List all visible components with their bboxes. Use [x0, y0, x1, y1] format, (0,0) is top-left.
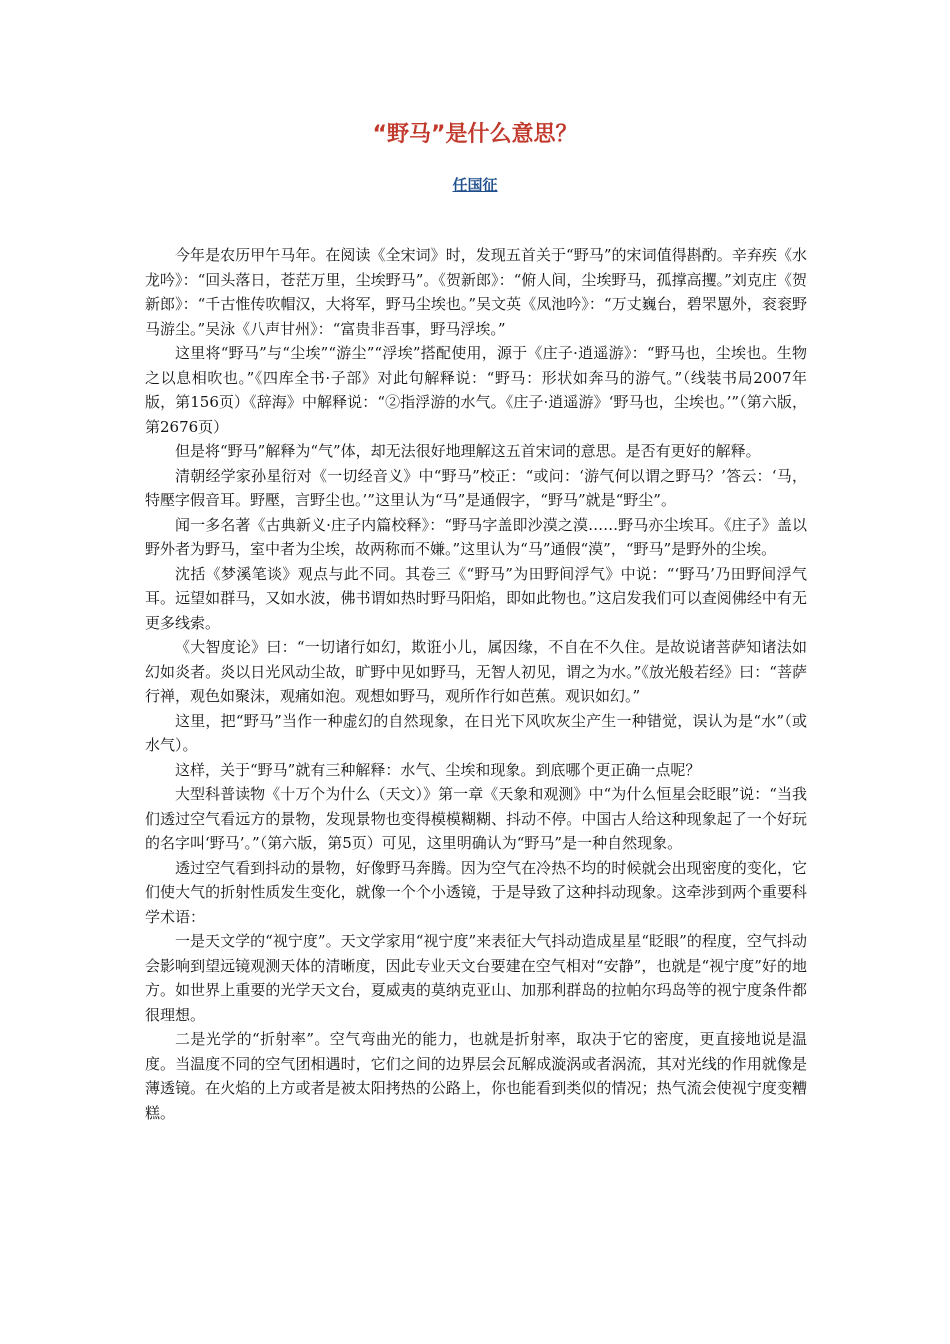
author-link[interactable]	[0, 174, 950, 196]
paragraph: 这里，把“野马”当作一种虚幻的自然现象，在日光下风吹灰尘产生一种错觉，误认为是“水”（或水气）。	[145, 711, 807, 754]
paragraph: 二是光学的“折射率”。空气弯曲光的能力，也就是折射率，取决于它的密度，更直接地说是温度。当温度不同的空气团相遇时，它们之间的边界层会瓦解成漩涡或者涡流，其对光线的作用就像是薄透镜。在火焰的上方或者是被太阳拷热的公路上，你也能看到类似的情况；热气流会使视宁度变糟糕。	[145, 1030, 807, 1122]
author-name[interactable]: 任国征	[452, 176, 498, 194]
paragraph: 闻一多名著《古典新义·庄子内篇校释》：“野马字盖即沙漠之漠……野马亦尘埃耳。《庄子》盖以野外者为野马，室中者为尘埃，故两称而不嫌。”这里认为“马”通假“漠”，“野马”是野外的尘埃。	[145, 515, 807, 558]
paragraph: 透过空气看到抖动的景物，好像野马奔腾。因为空气在冷热不均的时候就会出现密度的变化，它们使大气的折射性质发生变化，就像一个个小透镜，于是导致了这种抖动现象。这牵涉到两个重要科学术语：	[145, 858, 807, 926]
paragraph: 但是将“野马”解释为“气”体，却无法很好地理解这五首宋词的意思。是否有更好的解释。	[175, 442, 761, 460]
paragraph: 清朝经学家孙星衍对《一切经音义》中“野马”校正：“或问：‘游气何以谓之野马？’答云：‘马，特壓字假音耳。野壓，言野尘也。’”这里认为“马”是通假字，“野马”就是“野尘”。	[145, 466, 807, 509]
article-body	[145, 243, 807, 1125]
paragraph: 这里将“野马”与“尘埃”“游尘”“浮埃”搭配使用，源于《庄子·逍遥游》：“野马也，尘埃也。生物之以息相吹也。”《四库全书·子部》对此句解释说：“野马：形状如奔马的游气。”（线装书局2007年版，第156页）《辞海》中解释说：“②指浮游的水气。《庄子·逍遥游》‘野马也，尘埃也。’”（第六版，第2676页）	[145, 344, 807, 436]
page-title: “野马”是什么意思？	[372, 122, 578, 147]
paragraph: 这样，关于“野马”就有三种解释：水气、尘埃和现象。到底哪个更正确一点呢？	[175, 760, 701, 779]
paragraph: 《大智度论》曰：“一切诸行如幻，欺诳小儿，属因缘，不自在不久住。是故说诸菩萨知诸法如幻如炎者。炎以日光风动尘故，旷野中见如野马，无智人初见，谓之为水。”《放光般若经》曰：“菩萨行禅，观色如聚沫，观痛如泡。观想如野马，观所作行如芭蕉。观识如幻。”	[145, 638, 807, 705]
paragraph: 一是天文学的“视宁度”。天文学家用“视宁度”来表征大气抖动造成星星“眨眼”的程度，空气抖动会影响到望远镜观测天体的清晰度，因此专业天文台要建在空气相对“安静”，也就是“视宁度”好的地方。如世界上重要的光学天文台，夏威夷的莫纳克亚山、加那利群岛的拉帕尔玛岛等的视宁度条件都很理想。	[145, 932, 807, 1024]
paragraph: 今年是农历甲午马年。在阅读《全宋词》时，发现五首关于“野马”的宋词值得斟酌。辛弃疾《水龙吟》：“回头落日，苍茫万里，尘埃野马”。《贺新郎》：“俯人间，尘埃野马，孤撑高攫。”刘克庄《贺新郎》：“千古惟传吹帽汉，大将军，野马尘埃也。”吴文英《凤池吟》：“万丈巍台，碧罘罳外，衮衮野马游尘。”吴泳《八声甘州》：“富贵非吾事，野马浮埃。”	[145, 246, 807, 338]
paragraph: 大型科普读物《十万个为什么（天文）》第一章《天象和观测》中“为什么恒星会眨眼”说：“当我们透过空气看远方的景物，发现景物也变得模模糊糊、抖动不停。中国古人给这种现象起了一个好玩的名字叫‘野马’。”（第六版，第5页）可见，这里明确认为“野马”是一种自然现象。	[145, 785, 807, 852]
paragraph: 沈括《梦溪笔谈》观点与此不同。其卷三《“野马”为田野间浮气》中说：“‘野马’乃田野间浮气耳。远望如群马，又如水波，佛书谓如热时野马阳焰，即如此物也。”这启发我们可以查阅佛经中有无更多线索。	[145, 564, 807, 632]
